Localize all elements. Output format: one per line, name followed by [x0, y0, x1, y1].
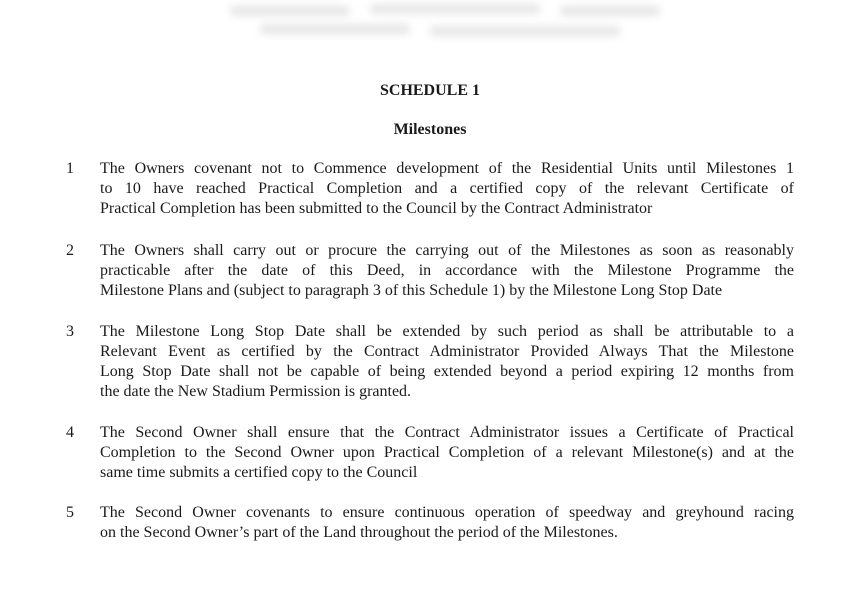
- paragraph-number: 2: [66, 242, 74, 259]
- paragraph-line: practicable after the date of this Deed, in accordance with the Milestone Programme the: [100, 262, 794, 279]
- paragraph-text: [100, 322, 794, 402]
- paragraph-number: 1: [66, 160, 74, 177]
- paragraph-line: Milestone Plans and (subject to paragraph 3 of this Schedule 1) by the Milestone Long Stop Date: [100, 282, 723, 299]
- milestones-subheading: Milestones: [393, 121, 467, 138]
- paragraph-number: 4: [66, 424, 74, 441]
- paragraph-line: Long Stop Date shall not be capable of being extended beyond a period expiring 12 months from: [100, 363, 794, 380]
- paragraph-line: The Milestone Long Stop Date shall be extended by such period as shall be attributable to a: [100, 323, 794, 340]
- paragraph-line: to 10 have reached Practical Completion and a certified copy of the relevant Certificate of: [100, 180, 794, 197]
- paragraph-line: on the Second Owner’s part of the Land throughout the period of the Milestones.: [100, 524, 618, 541]
- paragraph-line: Relevant Event as certified by the Contract Administrator Provided Always That the Milestone: [100, 343, 794, 360]
- paragraph-line: the date the New Stadium Permission is granted.: [100, 383, 412, 400]
- paragraph-number: 3: [66, 323, 74, 340]
- paragraph-line: The Owners covenant not to Commence development of the Residential Units until Milestones 1: [100, 160, 794, 177]
- paragraph-line: Practical Completion has been submitted to the Council by the Contract Administrator: [100, 200, 653, 217]
- paragraph-text: [100, 503, 794, 543]
- bleed-through-text: [220, 0, 680, 48]
- paragraph-line: same time submits a certified copy to the Council: [100, 464, 418, 481]
- paragraph-line: The Owners shall carry out or procure the carrying out of the Milestones as soon as reasonably: [100, 242, 794, 259]
- paragraph-line: Completion to the Second Owner upon Practical Completion of a relevant Milestone(s) and at the: [100, 444, 794, 461]
- paragraph-number: 5: [66, 504, 74, 521]
- paragraph-text: [100, 241, 794, 301]
- paragraph-text: [100, 159, 794, 219]
- paragraph-line: The Second Owner shall ensure that the Contract Administrator issues a Certificate of Practical: [100, 424, 794, 441]
- paragraph-line: The Second Owner covenants to ensure continuous operation of speedway and greyhound racing: [100, 504, 794, 521]
- paragraph-text: [100, 423, 794, 483]
- schedule-heading: SCHEDULE 1: [379, 82, 481, 99]
